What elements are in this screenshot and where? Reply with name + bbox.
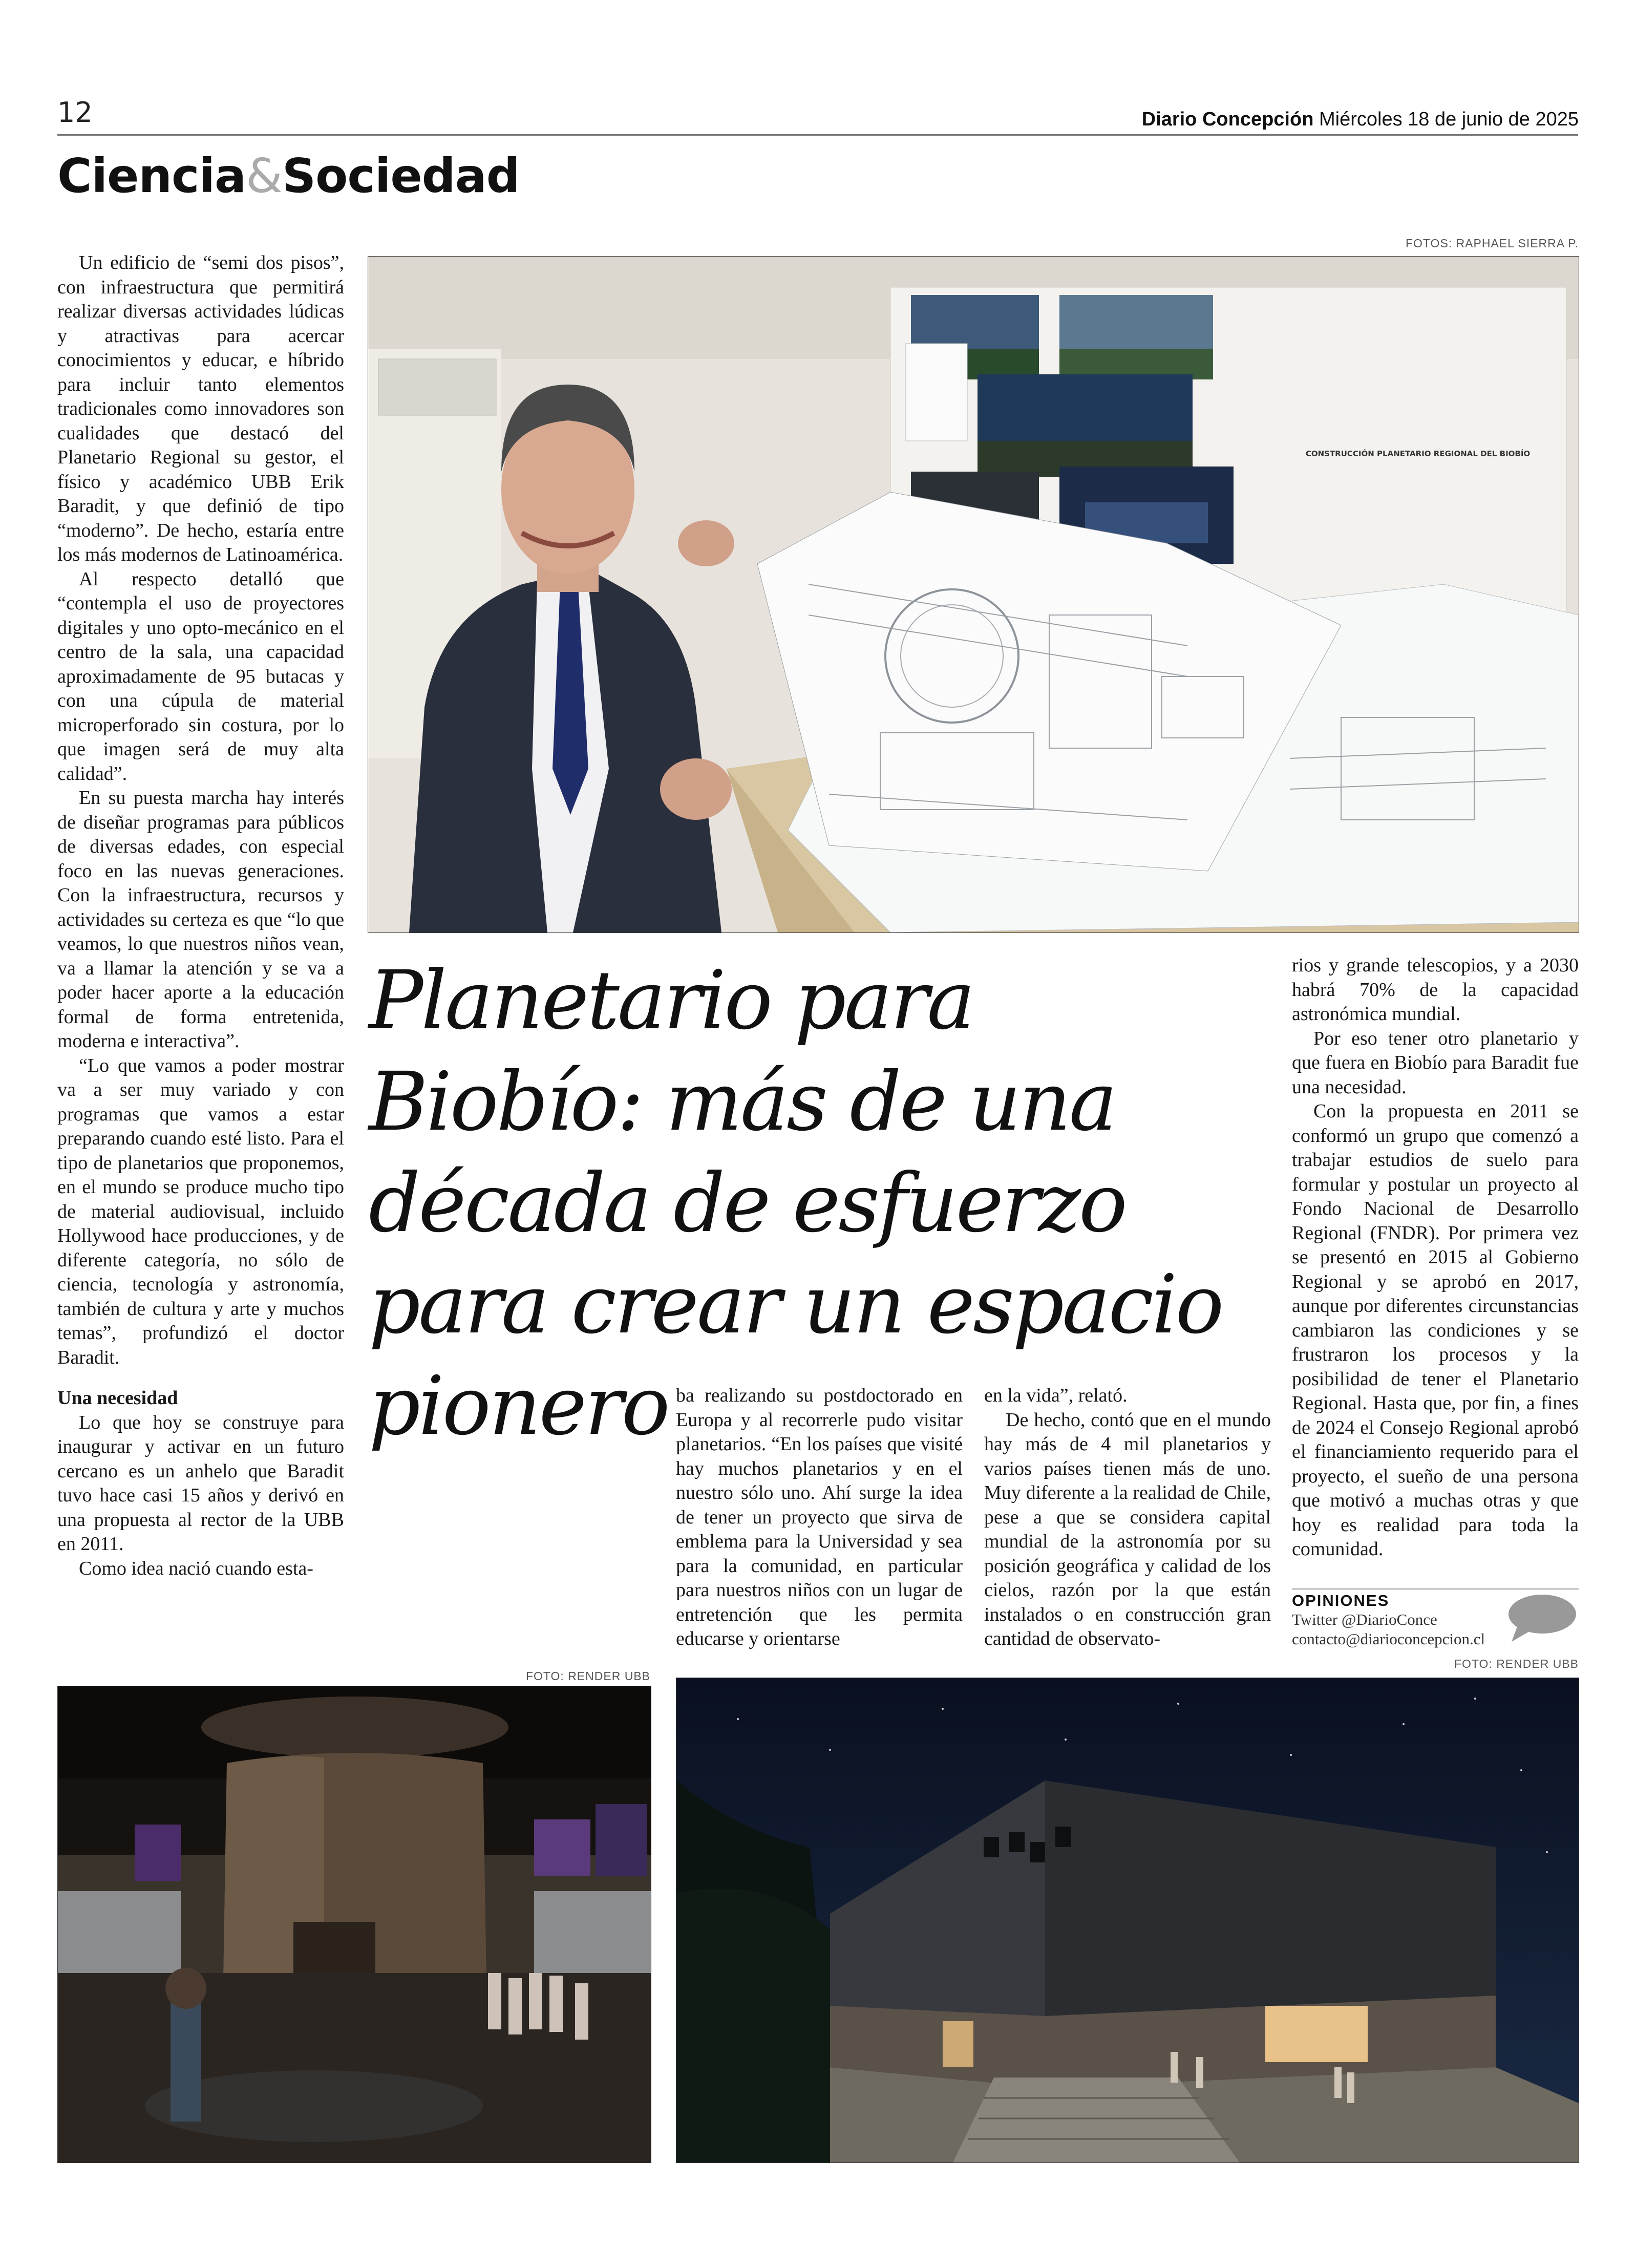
poster-label: CONSTRUCCIÓN PLANETARIO REGIONAL DEL BIOBÍO (1305, 449, 1531, 458)
article-column-1 (57, 251, 344, 1581)
subheading: Una necesidad (57, 1387, 178, 1409)
paragraph: De hecho, contó que en el mundo hay más de 4 mil planetarios y varios países tienen más de uno. Muy diferente a la realidad de Chile, pese a que se considera capital mundial de la astronomía por su posición geográfica y calidad de los cielos, razón por la que están instalados o en construcción gran cantidad de observato- (984, 1409, 1271, 1649)
section-title (57, 149, 520, 203)
exterior-render[interactable] (676, 1678, 1579, 2163)
paragraph: “Lo que vamos a poder mostrar va a ser muy variado y con programas que vamos a estar preparando cuando esté listo. Para el tipo de planetarios que proponemos, en el mundo se produce mucho tipo de material audiovisual, incluido Hollywood hace producciones, y de diferente categoría, no sólo de ciencia, tecnología y astronomía, también de cultura y arte y muchos temas”, profundizó el doctor Baradit. (57, 1054, 344, 1368)
section-left: Ciencia (57, 149, 246, 203)
paragraph: ba realizando su postdoctorado en Europa y al recorrerle pudo visitar planetarios. “En los países que visité hay muchos planetarios y en el nuestro sólo uno. Ahí surge la idea de tener un proyecto que sirva de emblema para la Universidad y sea para la comunidad, en particular para nuestros niños con un lugar de entretención que les permita educarse y orientarse (676, 1385, 963, 1649)
opinions-email[interactable]: contacto@diarioconcepcion.cl (1292, 1630, 1485, 1648)
speech-bubble-icon (1502, 1594, 1578, 1643)
interior-render-illustration (58, 1686, 651, 2163)
masthead (1142, 109, 1579, 131)
page-number: 12 (57, 96, 93, 129)
issue-date: Miércoles 18 de junio de 2025 (1319, 109, 1579, 130)
opinions-title: OPINIONES (1292, 1592, 1390, 1609)
main-photo-illustration (368, 257, 1579, 932)
paper-name[interactable]: Diario Concepción (1141, 109, 1314, 130)
interior-render[interactable] (57, 1686, 651, 2163)
photo-credit-right: FOTO: RENDER UBB (1454, 1657, 1579, 1670)
photo-credit-left: FOTO: RENDER UBB (525, 1669, 650, 1683)
section-ampersand: & (246, 149, 282, 203)
paragraph: En su puesta marcha hay interés de diseñar programas para públicos de diversas edades, con especial foco en las nuevas generaciones. Con la infraestructura, recursos y actividades su certeza es que “lo que veamos, lo que nuestros niños vean, va a llamar la atención y se va a poder hacer aporte a la educación formal de forma entretenida, moderna e interactiva”. (57, 787, 344, 1052)
paragraph: rios y grande telescopios, y a 2030 habrá 70% de la capacidad astronómica mundial. (1292, 955, 1579, 1025)
opinions-twitter[interactable]: Twitter @DiarioConce (1292, 1610, 1437, 1628)
header-rule (57, 134, 1578, 136)
paragraph: Por eso tener otro planetario y que fuera en Biobío para Baradit fue una necesidad. (1292, 1027, 1579, 1098)
opinions-rule (1292, 1588, 1579, 1589)
article-column-3 (984, 1384, 1271, 1651)
section-right: Sociedad (282, 149, 520, 203)
headline: Planetario para Biobío: más de una década de esfuerzo para crear un espacio pionero (369, 953, 1222, 1453)
paragraph: en la vida”, relató. (984, 1385, 1128, 1406)
paragraph: Lo que hoy se construye para inaugurar y activar en un futuro cercano es un anhelo que Baradit tuvo hace casi 15 años y derivó en una propuesta al rector de la UBB en 2011. (57, 1411, 344, 1555)
main-photo[interactable] (368, 256, 1579, 933)
photo-credit-top: FOTOS: RAPHAEL SIERRA P. (1405, 237, 1579, 250)
article-column-2 (676, 1384, 963, 1651)
paragraph: Al respecto detalló que “contempla el uso de proyectores digitales y uno opto-mecánico en el centro de la sala, una capacidad aproximadamente de 95 butacas y con una cúpula de material microperforado sin costura, por lo que imagen será de muy alta calidad”. (57, 568, 344, 785)
paragraph: Como idea nació cuando esta- (79, 1557, 313, 1579)
exterior-render-illustration (676, 1678, 1579, 2163)
article-column-4 (1292, 953, 1579, 1562)
paragraph: Con la propuesta en 2011 se conformó un grupo que comenzó a trabajar estudios de suelo para formular y postular un proyecto al Fondo Nacional de Desarrollo Regional (FNDR). Por primera vez se presentó en 2015 al Gobierno Regional y se aprobó en 2017, aunque por diferentes circunstancias cambiaron las condiciones y se frustraron los procesos y la posibilidad de tener el Planetario Regional. Hasta que, por fin, a fines de 2024 el Consejo Regional aprobó el financiamiento requerido para el proyecto, el sueño de una persona que motivó a muchas otras y que hoy es realidad para toda la comunidad. (1292, 1100, 1579, 1560)
paragraph: Un edificio de “semi dos pisos”, con infraestructura que permitirá realizar diversas actividades lúdicas y atractivas para acercar conocimientos y educar, e híbrido para incluir tanto elementos tradicionales como innovadores son cualidades que destacó del Planetario Regional su gestor, el físico y académico UBB Erik Baradit, y que definió de tipo “moderno”. De hecho, estaría entre los más modernos de Latinoamérica. (57, 252, 344, 565)
